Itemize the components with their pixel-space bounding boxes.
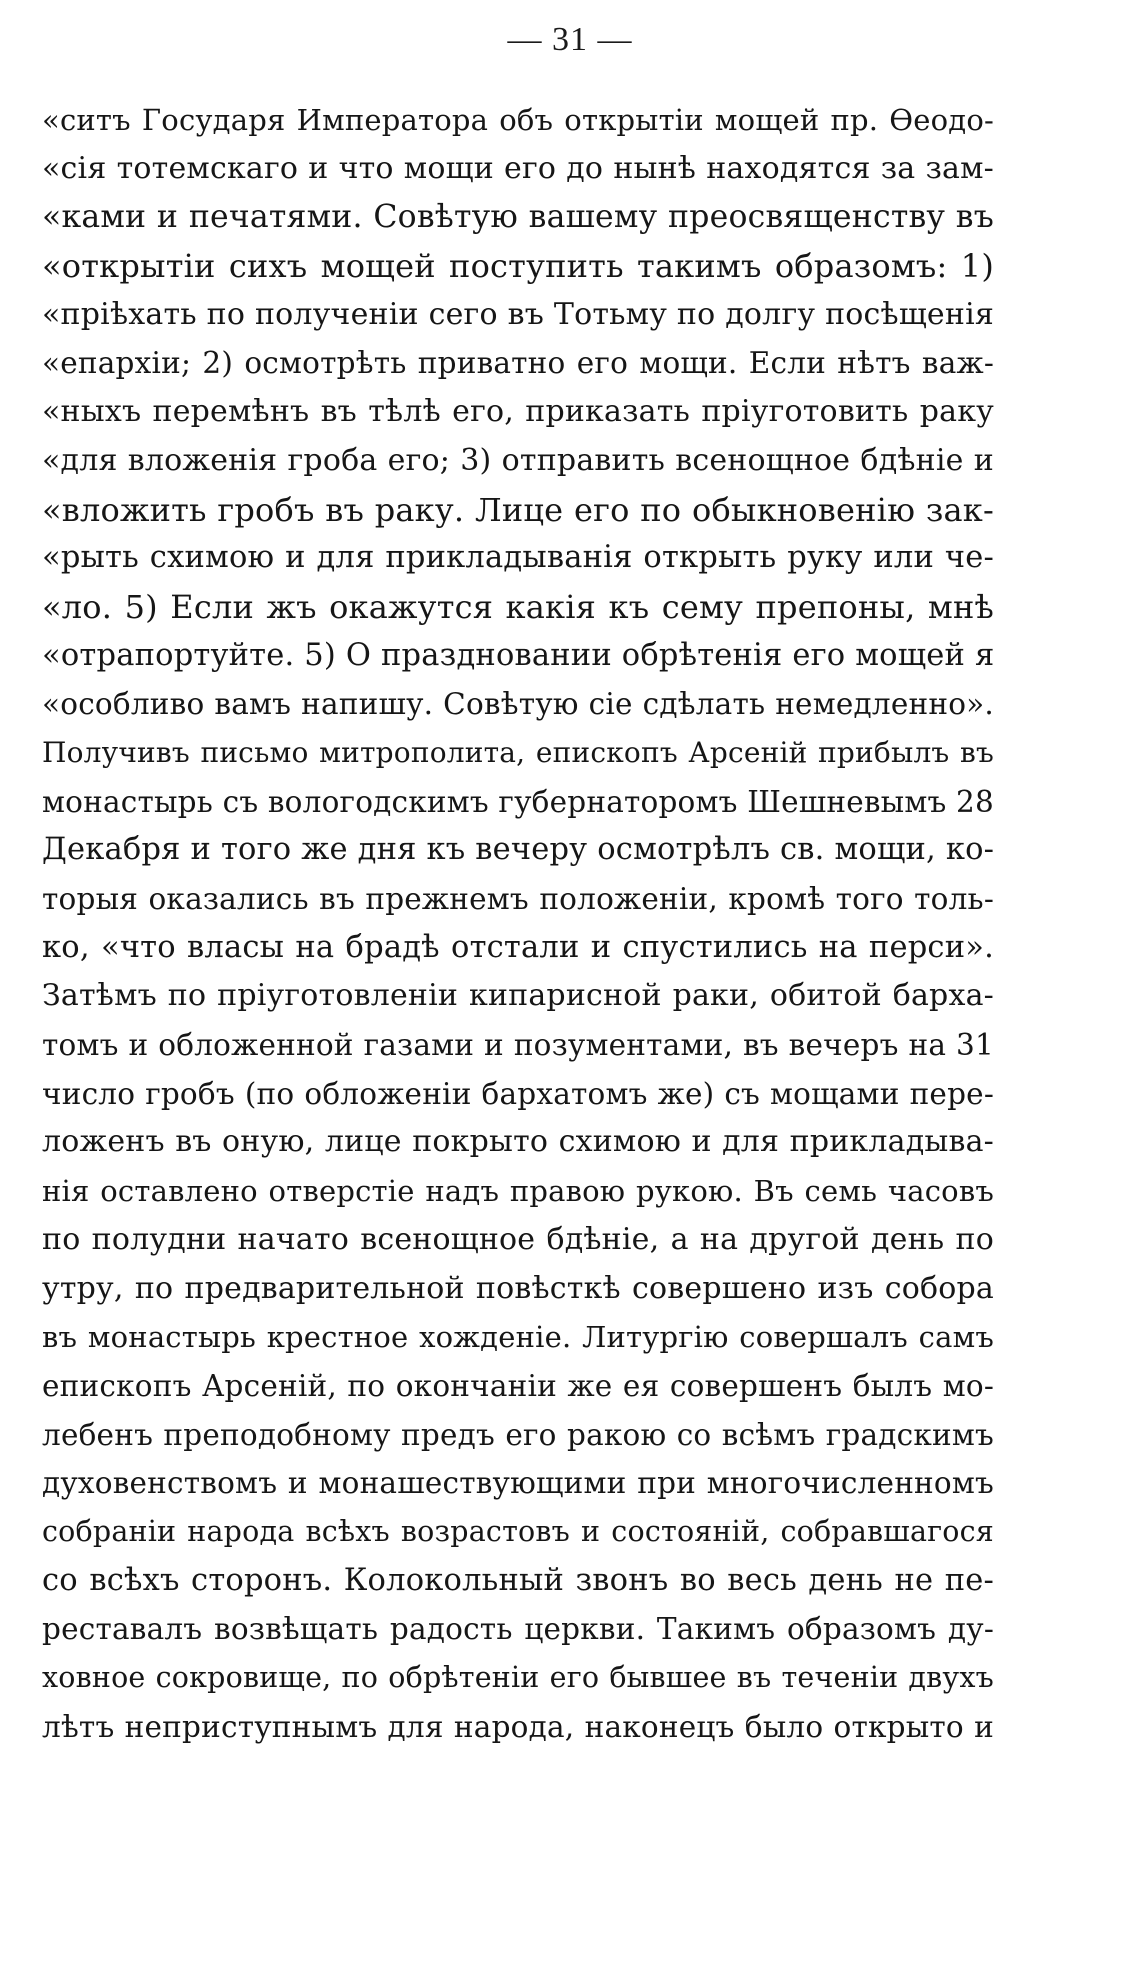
text-line: утру, по предварительной повѣсткѣ совершено изъ собора [42,1270,994,1306]
text-line: «для вложенія гроба его; 3) отправить всенощное бдѣніе и [42,442,994,478]
text-line: Получивъ письмо митрополита, епископъ Арсеній прибылъ въ [42,735,994,769]
text-line: торыя оказались въ прежнемъ положеніи, кромѣ того толь- [42,882,994,916]
text-line: томъ и обложенной газами и позументами, въ вечеръ на 31 [42,1028,994,1063]
text-line: Затѣмъ по пріуготовленіи кипарисной раки, обитой барха- [42,978,994,1014]
text-line: собраніи народа всѣхъ возрастовъ и состояній, собравшагося [42,1514,994,1548]
text-line: «сія тотемскаго и что мощи его до нынѣ находятся за зам- [42,150,994,186]
text-line: нія оставлено отверстіе надъ правою рукою. Въ семь часовъ [42,1174,994,1209]
text-line: «вложить гробъ въ раку. Лице его по обыкновенію зак- [42,490,994,529]
text-line: «ситъ Государя Императора объ открытіи мощей пр. Ѳеодо- [42,103,994,137]
text-line: Декабря и того же дня къ вечеру осмотрѣлъ св. мощи, ко- [42,832,994,868]
text-line: въ монастырь крестное хожденіе. Литургію совершалъ самъ [42,1320,994,1355]
text-line: реставалъ возвѣщать радость церкви. Такимъ образомъ ду- [42,1612,994,1647]
body-text [42,96,994,1751]
text-line: по полудни начато всенощное бдѣніе, а на другой день по [42,1221,994,1257]
text-line: «епархіи; 2) осмотрѣть приватно его мощи. Если нѣтъ важ- [42,346,994,381]
text-line: «особливо вамъ напишу. Совѣтую сіе сдѣлать немедленно». [42,687,994,722]
text-line: со всѣхъ сторонъ. Колокольный звонъ во весь день не пе- [42,1562,994,1598]
text-line: ложенъ въ оную, лице покрыто схимою и для прикладыва- [42,1124,994,1160]
text-line: ко, «что власы на брадѣ отстали и спустились на перси». [42,929,994,965]
text-line: «ло. 5) Если жъ окажутся какія къ сему препоны, мнѣ [42,587,994,626]
text-line: ховное сокровище, по обрѣтеніи его бывшее въ теченіи двухъ [42,1661,994,1694]
text-line: «открытіи сихъ мощей поступить такимъ образомъ: 1) [42,247,994,286]
text-line: лебенъ преподобному предъ его ракою со всѣмъ градскимъ [42,1417,994,1452]
text-line: «ками и печатями. Совѣтую вашему преосвященству въ [42,199,994,236]
text-line: «отрапортуйте. 5) О праздновании обрѣтенія его мощей я [42,637,994,673]
text-line: духовенствомъ и монашествующими при многочисленномъ [42,1466,994,1501]
text-line: епископъ Арсеній, по окончаніи же ея совершенъ былъ мо- [42,1368,994,1403]
text-line: «рыть схимою и для прикладыванія открыть руку или че- [42,540,994,576]
text-line: число гробъ (по обложеніи бархатомъ же) съ мощами пере- [42,1076,994,1111]
text-line: «ныхъ перемѣнъ въ тѣлѣ его, приказать пріуготовить раку [42,394,994,430]
page-number: — 31 — [507,21,633,58]
text-line: монастырь съ вологодскимъ губернаторомъ Шешневымъ 28 [42,784,994,819]
text-line: лѣтъ неприступнымъ для народа, наконецъ было открыто и [42,1709,994,1744]
text-line: «пріѣхать по полученіи сего въ Тотьму по долгу посѣщенія [42,296,994,332]
